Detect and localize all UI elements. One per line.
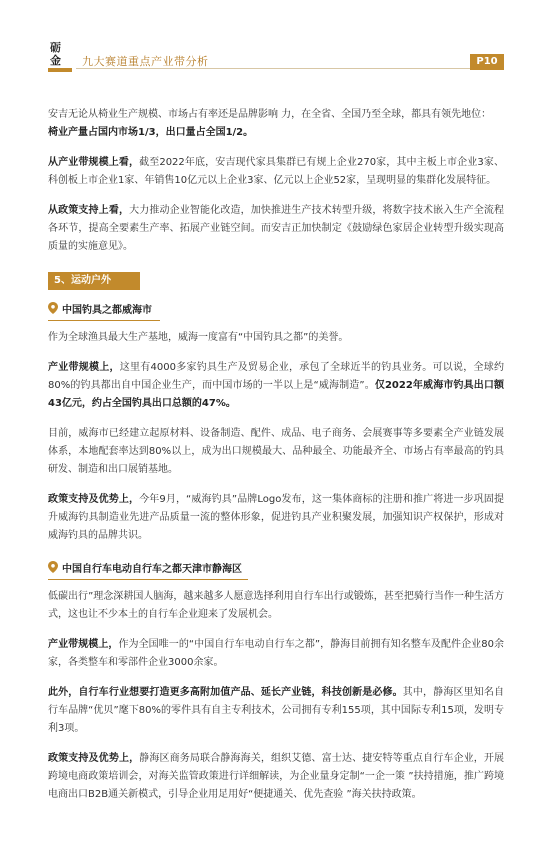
bicycle-paragraph-1: 低碳出行”理念深耕国人脑海，越来越多人愿意选择利用自行车出行或锻炼，甚至把骑行当作一种生活方式，这也让不少本土的自行车企业迎来了发展机会。 bbox=[48, 591, 504, 620]
intro-p3-text: 大力推动企业智能化改造，加快推进生产技术转型升级，将数字技术嵌入生产全流程各环节，提高全要素生产率、拓展产业链空间。而安吉正加快制定《鼓励绿色家居企业转型升级实现高质量的实施意见》。 bbox=[48, 205, 505, 252]
bicycle-paragraph-3 bbox=[48, 684, 504, 738]
bicycle-p4-lead: 政策支持及优势上， bbox=[48, 753, 140, 764]
intro-paragraph-1 bbox=[48, 106, 504, 142]
fishing-paragraph-3: 目前，威海市已经建立起原材料、设备制造、配件、成品、电子商务、会展赛事等多要素全产业链发展体系，本地配套率达到80%以上，成为出口规模最大、品种最全、功能最齐全、市场占有率最高的钓具研发、制造和出口展销基地。 bbox=[48, 428, 504, 475]
fishing-paragraph-2 bbox=[48, 359, 504, 413]
intro-p2-text: 截至2022年底，安吉现代家具集群已有规上企业270家，其中主板上市企业3家、科创板上市企业1家、年销售10亿元以上企业3家、亿元以上企业52家，呈现明显的集群化发展特征。 bbox=[48, 157, 504, 186]
header-divider bbox=[76, 68, 472, 69]
logo bbox=[48, 40, 74, 70]
location-pin-icon bbox=[48, 561, 58, 573]
bicycle-p2-lead: 产业带规模上， bbox=[48, 639, 119, 650]
fishing-p4-text: 今年9月，“威海钓具”品牌Logo发布，这一集体商标的注册和推广将进一步巩固提升威海钓具制造业先进产品质量一流的整体形象，促进钓具产业积聚发展，加强知识产权保护，形成对威海钓具的品牌共识。 bbox=[48, 494, 505, 541]
fishing-paragraph-1: 作为全球渔具最大生产基地，威海一度富有“中国钓具之都”的美誉。 bbox=[48, 332, 349, 343]
fishing-p2-highlight: 仅2022年威海市钓具出口额43亿元，约占全国钓具出口总额的47%。 bbox=[48, 380, 504, 409]
page-header bbox=[48, 40, 504, 80]
section-heading-sports-outdoor: 5、运动户外 bbox=[48, 272, 140, 290]
logo-char-2: 金 bbox=[50, 54, 61, 67]
location-pin-icon bbox=[48, 302, 58, 314]
bicycle-heading bbox=[48, 557, 504, 580]
logo-bar bbox=[48, 68, 72, 72]
bicycle-heading-text: 中国自行车电动自行车之都天津市静海区 bbox=[62, 563, 242, 575]
fishing-p4-lead: 政策支持及优势上， bbox=[48, 494, 140, 505]
fishing-p2-lead: 产业带规模上， bbox=[48, 362, 120, 373]
intro-paragraph-3 bbox=[48, 202, 504, 256]
fishing-heading-text: 中国钓具之都威海市 bbox=[62, 304, 152, 316]
page-number-badge: P10 bbox=[470, 54, 504, 70]
intro-text: 安吉无论从椅业生产规模、市场占有率还是品牌影响 力，在全省、全国乃至全球，都具有领先地位： bbox=[48, 109, 492, 120]
fishing-heading bbox=[48, 298, 504, 321]
bicycle-p4-text: 静海区商务局联合静海海关，组织艾德、富士达、捷安特等重点自行车企业，开展跨境电商政策培训会，对海关监管政策进行详细解读，为企业量身定制“一企一策 ”扶持措施，推广跨境电商出口B2B通关新模式，引导企业用足用好“便捷通关、优先查验 ”海关扶持政策。 bbox=[48, 753, 505, 800]
page-content bbox=[48, 106, 504, 804]
intro-paragraph-2 bbox=[48, 154, 504, 190]
intro-p2-lead: 从产业带规模上看， bbox=[48, 157, 140, 168]
fishing-paragraph-4 bbox=[48, 491, 504, 545]
header-title: 九大赛道重点产业带分析 bbox=[82, 55, 209, 68]
intro-p3-lead: 从政策支持上看， bbox=[48, 205, 130, 216]
bicycle-paragraph-4 bbox=[48, 750, 504, 804]
bicycle-p3-text: 其中，静海区里知名自行车品牌“优贝”麾下80%的零件具有自主专利技术，公司拥有专利155项，其中国际专利15项，发明专利3项。 bbox=[48, 687, 505, 734]
bicycle-paragraph-2 bbox=[48, 636, 504, 672]
logo-char-1: 砺 bbox=[50, 41, 61, 54]
bicycle-p3-lead: 此外，自行车行业想要打造更多高附加值产品、延长产业链，科技创新是必修。 bbox=[48, 687, 403, 698]
intro-highlight: 椅业产量占国内市场1/3，出口量占全国1/2。 bbox=[48, 127, 254, 138]
fishing-p2-text: 这里有4000多家钓具生产及贸易企业，承包了全球近半的钓具业务。可以说，全球约80%的钓具都出自中国企业生产，而中国市场的一半以上是“威海制造”。 bbox=[48, 362, 505, 391]
bicycle-p2-text: 作为全国唯一的“中国自行车电动自行车之都”，静海目前拥有知名整车及配件企业80余家，各类整车和零部件企业3000余家。 bbox=[48, 639, 504, 668]
